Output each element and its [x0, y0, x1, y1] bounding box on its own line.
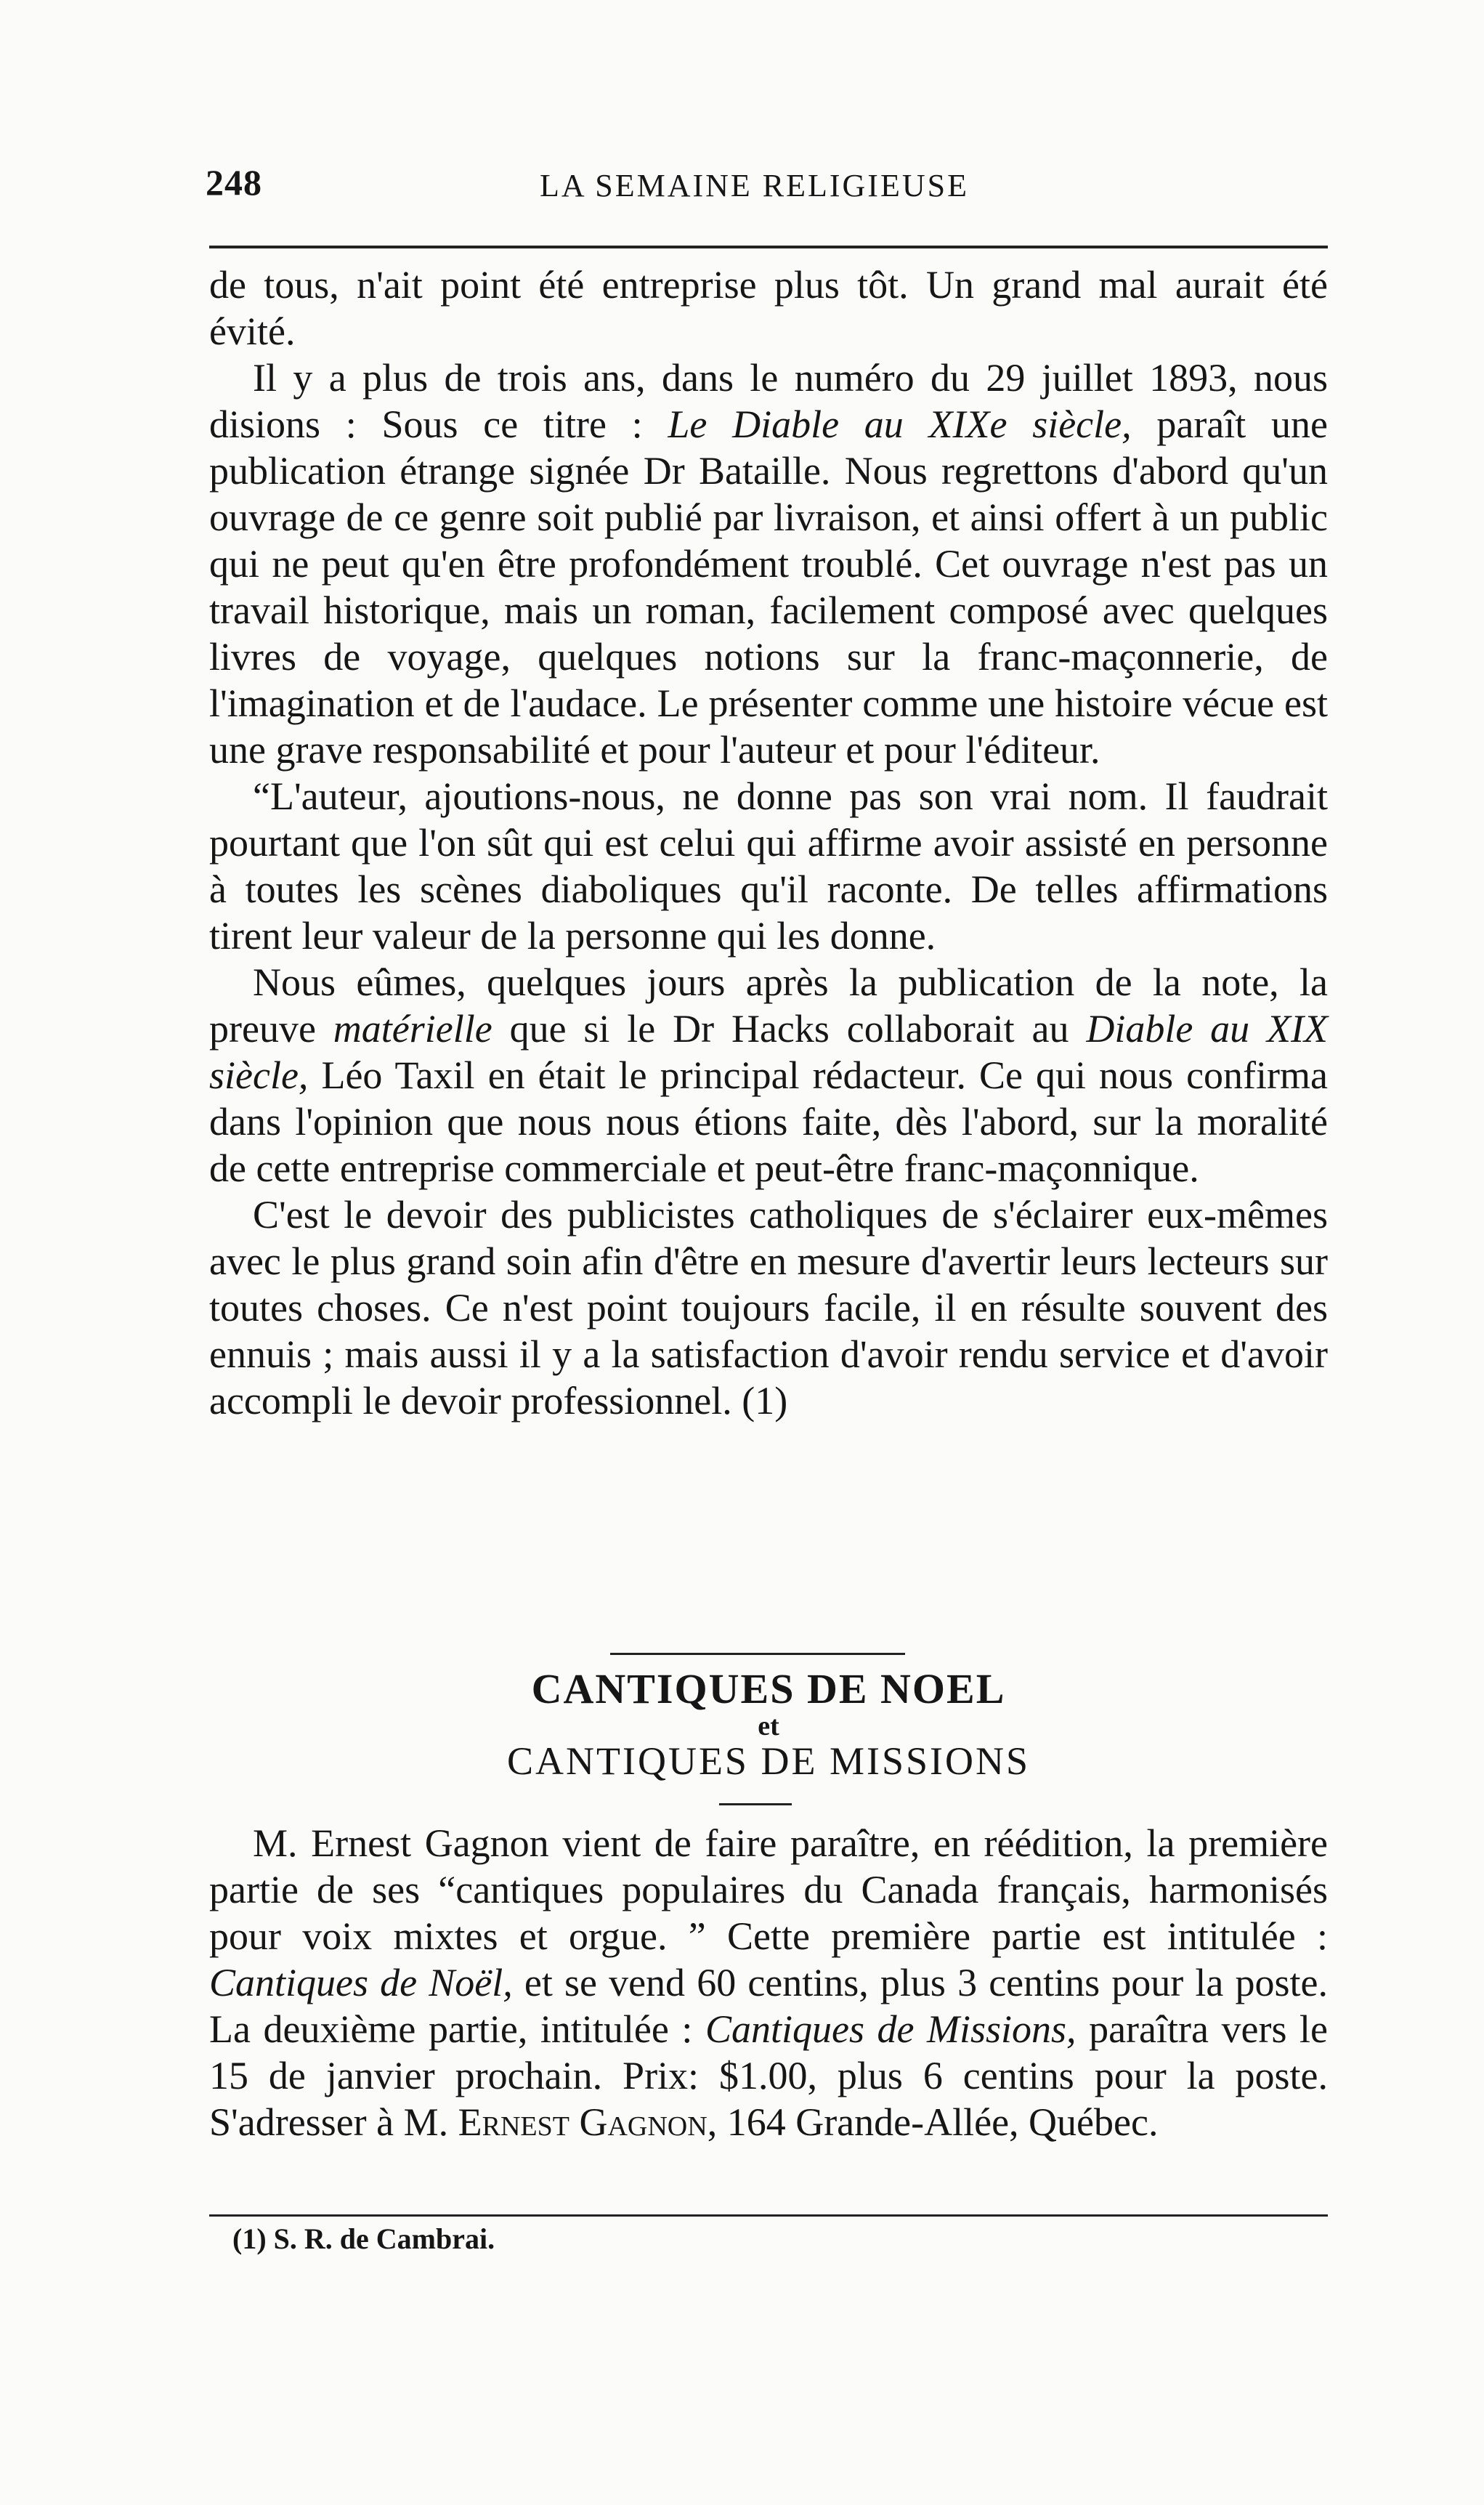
header-rule [209, 246, 1328, 248]
notice-text [209, 1820, 1328, 2145]
paragraph: Il y a plus de trois ans, dans le numéro du 29 juillet 1893, nous disions : Sous ce titre : Le Diable au XIXe siècle, paraît une publication étrange signée Dr Bataille. Nous regrettons d'abord qu'un ouvrage de ce genre soit publié par livraison, et ainsi offert à un public qui ne peut qu'en être profondément troublé. Cet ouvrage n'est pas un travail historique, mais un roman, facilement composé avec quelques livres de voyage, quelques notions sur la franc-maçonnerie, de l'imagination et de l'audace. Le présenter comme une histoire vécue est une grave responsabilité et pour l'auteur et pour l'éditeur. [209, 356, 1328, 772]
footnote: (1) S. R. de Cambrai. [232, 2222, 495, 2255]
article-continuation [209, 262, 1328, 1424]
book-title: Diable au XIX siècle, [209, 1007, 1328, 1097]
paragraph: M. Ernest Gagnon vient de faire paraître, en réédition, la première partie de ses “cantiques populaires du Canada français, harmonisés pour voix mixtes et orgue. ” Cette première partie est intitulée : Cantiques de Noël, et se vend 60 centins, plus 3 centins pour la poste. La deuxième partie, intitulée : Cantiques de Missions, paraîtra vers le 15 de janvier prochain. Prix: $1.00, plus 6 centins pour la poste. S'adresser à M. Ernest Gagnon, 164 Grande-Allée, Québec. [209, 1821, 1328, 2144]
section-subheading: CANTIQUES DE MISSIONS [506, 1739, 1031, 1783]
emphasis: matérielle [333, 1007, 492, 1051]
section-heading: CANTIQUES DE NOEL [531, 1665, 1006, 1712]
book-title: Le Diable au XIXe siècle, [668, 402, 1132, 446]
footnote-rule [209, 2214, 1328, 2217]
section-heading-conjunction: et [758, 1711, 779, 1741]
running-title: LA SEMAINE RELIGIEUSE [540, 168, 969, 203]
page-header [206, 161, 1328, 219]
book-title: Cantiques de Noël, [209, 1961, 513, 2004]
page-number: 248 [206, 162, 262, 203]
paragraph: C'est le devoir des publicistes catholiques de s'éclairer eux-mêmes avec le plus grand soin afin d'être en mesure d'avertir leurs lecteurs sur toutes choses. Ce n'est point toujours facile, il en résulte souvent des ennuis ; mais aussi il y a la satisfaction d'avoir rendu service et d'avoir accompli le devoir professionnel. (1) [209, 1193, 1328, 1423]
book-title: Cantiques de Missions, [705, 2007, 1076, 2051]
section-divider [610, 1653, 905, 1655]
heading-divider [719, 1803, 792, 1805]
paragraph: Nous eûmes, quelques jours après la publication de la note, la preuve matérielle que si le Dr Hacks collaborait au Diable au XIX siècle, Léo Taxil en était le principal rédacteur. Ce qui nous confirma dans l'opinion que nous nous étions faite, dès l'abord, sur la moralité de cette entreprise commerciale et peut-être franc-maçonnique. [209, 960, 1328, 1190]
paragraph: “L'auteur, ajoutions-nous, ne donne pas son vrai nom. Il faudrait pourtant que l'on sût qui est celui qui affirme avoir assisté en personne à toutes les scènes diaboliques qu'il raconte. De telles affirmations tirent leur valeur de la personne qui les donne. [209, 774, 1328, 958]
person-name: Ernest Gagnon, [458, 2100, 718, 2144]
paragraph: de tous, n'ait point été entreprise plus tôt. Un grand mal aurait été évité. [209, 263, 1328, 353]
